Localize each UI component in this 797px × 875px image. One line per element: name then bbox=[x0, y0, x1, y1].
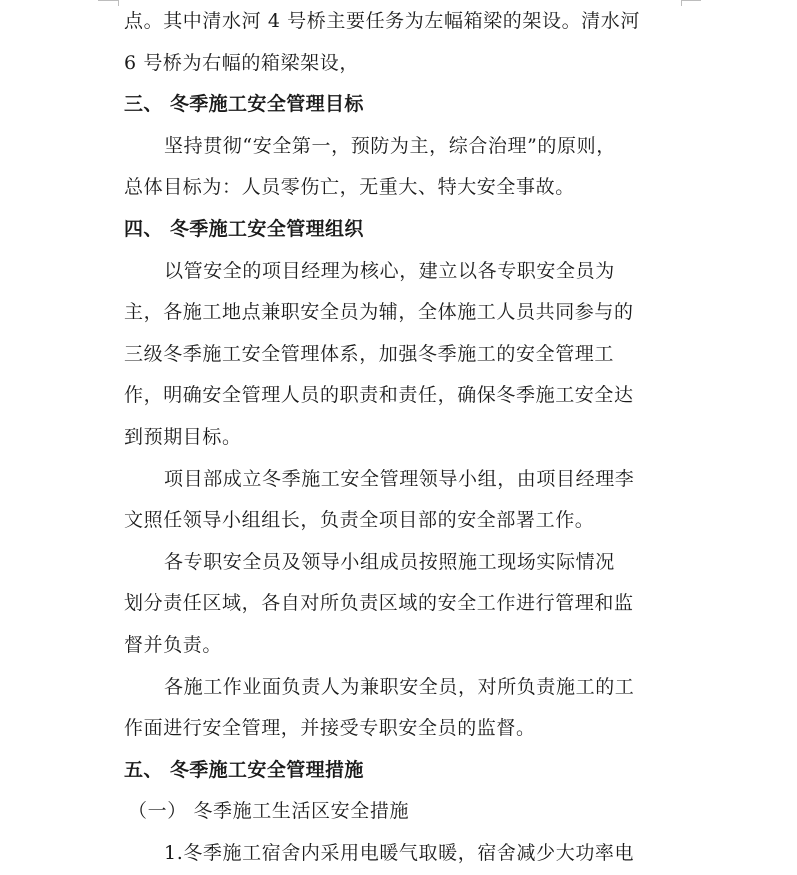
body-line: 到预期目标。 bbox=[124, 425, 242, 448]
document-body bbox=[124, 1, 684, 874]
subsection-heading-1: （一） 冬季施工生活区安全措施 bbox=[128, 800, 410, 823]
body-line: 督并负责。 bbox=[124, 633, 223, 656]
paragraph-first-line: 项目部成立冬季施工安全管理领导小组，由项目经理李 bbox=[164, 467, 635, 490]
body-line: 总体目标为：人员零伤亡，无重大、特大安全事故。 bbox=[124, 176, 575, 199]
body-line: 点。其中清水河 4 号桥主要任务为左幅箱梁的架设。清水河 bbox=[124, 10, 640, 32]
section-heading-3: 三、 冬季施工安全管理目标 bbox=[124, 93, 364, 116]
paragraph-first-line: 坚持贯彻“安全第一，预防为主，综合治理”的原则， bbox=[164, 134, 616, 157]
crop-mark-top-left bbox=[98, 0, 118, 1]
body-line: 主，各施工地点兼职安全员为辅，全体施工人员共同参与的 bbox=[124, 301, 634, 324]
paragraph-first-line: 以管安全的项目经理为核心，建立以各专职安全员为 bbox=[164, 259, 615, 282]
body-line: 划分责任区域，各自对所负责区域的安全工作进行管理和监 bbox=[124, 592, 634, 615]
body-line: 作面进行安全管理，并接受专职安全员的监督。 bbox=[124, 717, 536, 740]
body-line: 作，明确安全管理人员的职责和责任，确保冬季施工安全达 bbox=[124, 384, 634, 407]
section-heading-5: 五、 冬季施工安全管理措施 bbox=[124, 758, 364, 781]
body-line: 6 号桥为右幅的箱梁架设， bbox=[124, 51, 359, 74]
section-heading-4: 四、 冬季施工安全管理组织 bbox=[124, 217, 364, 240]
crop-mark-top-right bbox=[681, 0, 701, 1]
paragraph-first-line: 各施工作业面负责人为兼职安全员，对所负责施工的工 bbox=[164, 675, 635, 698]
crop-mark-top-left-vertical bbox=[118, 0, 119, 6]
paragraph-first-line: 1.冬季施工宿舍内采用电暖气取暖，宿舍减少大功率电 bbox=[164, 841, 635, 864]
paragraph-first-line: 各专职安全员及领导小组成员按照施工现场实际情况 bbox=[164, 550, 615, 573]
body-line: 三级冬季施工安全管理体系，加强冬季施工的安全管理工 bbox=[124, 342, 615, 365]
body-line: 文照任领导小组组长，负责全项目部的安全部署工作。 bbox=[124, 509, 595, 532]
